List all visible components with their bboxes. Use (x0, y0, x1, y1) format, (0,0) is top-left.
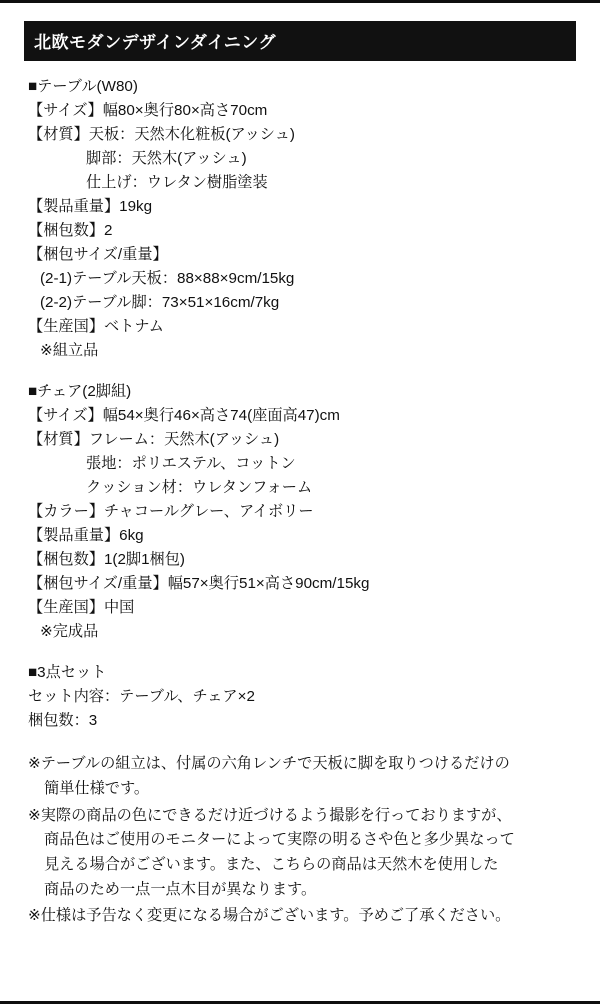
spec-line: クッション材：ウレタンフォーム (86, 479, 313, 497)
section-heading: ■チェア(2脚組) (28, 383, 132, 401)
spec-line: 【生産国】ベトナム (28, 318, 164, 336)
spec-line: 【カラー】チャコールグレー、アイボリー (28, 503, 314, 521)
spec-line: 【梱包サイズ/重量】幅57×奥行51×高さ90cm/15kg (28, 575, 370, 593)
notes-block (28, 752, 572, 928)
spec-line: 【梱包サイズ/重量】 (28, 246, 168, 264)
note-line: 商品色はご使用のモニターによって実際の明るさや色と多少異なって (44, 831, 515, 849)
spec-line: (2-2)テーブル脚：73×51×16cm/7kg (40, 294, 280, 312)
spec-line: 【製品重量】6kg (28, 527, 144, 545)
note-line: ※仕様は予告なく変更になる場合がございます。予めご了承ください。 (28, 907, 511, 925)
section-spacer (28, 644, 572, 661)
spec-line: 【梱包数】2 (28, 222, 113, 240)
spec-line: ※完成品 (40, 623, 99, 641)
section-heading: ■3点セット (28, 664, 107, 682)
section-spacer (28, 363, 572, 380)
note-line: 見える場合がございます。また、こちらの商品は天然木を使用した (44, 855, 499, 873)
spec-section-chair (28, 380, 572, 644)
spec-line: 【梱包数】1(2脚1梱包) (28, 551, 185, 569)
spec-line: セット内容：テーブル、チェア×2 (28, 688, 255, 706)
note-line: 簡単仕様です。 (44, 780, 150, 798)
spec-line: 【材質】フレーム：天然木(アッシュ) (28, 431, 280, 449)
spec-line: 仕上げ：ウレタン樹脂塗装 (86, 174, 268, 192)
spec-line: (2-1)テーブル天板：88×88×9cm/15kg (40, 270, 295, 288)
note-line: ※テーブルの組立は、付属の六角レンチで天板に脚を取りつけるだけの (28, 755, 510, 773)
note-line: 商品のため一点一点木目が異なります。 (44, 880, 317, 898)
spec-line: 梱包数：3 (28, 712, 98, 730)
note-line: ※実際の商品の色にできるだけ近づけるよう撮影を行っておりますが、 (28, 806, 512, 824)
note-item (28, 752, 572, 801)
spec-line: 脚部：天然木(アッシュ) (86, 150, 247, 168)
note-item (28, 804, 572, 903)
spec-body (28, 75, 572, 929)
note-item (28, 904, 572, 929)
spec-line: 【サイズ】幅54×奥行46×高さ74(座面高47)cm (28, 407, 340, 425)
spec-line: 【製品重量】19kg (28, 198, 153, 216)
section-heading: ■テーブル(W80) (28, 78, 138, 95)
spec-line: 張地：ポリエステル、コットン (86, 455, 296, 473)
spec-line: 【サイズ】幅80×奥行80×高さ70cm (28, 102, 268, 120)
page-title: 北欧モダンデザインダイニング (24, 21, 576, 61)
spec-section-set (28, 661, 572, 733)
spec-line: 【材質】天板：天然木化粧板(アッシュ) (28, 126, 295, 144)
spec-line: 【生産国】中国 (28, 599, 135, 617)
spec-section-table (28, 75, 572, 363)
spec-line: ※組立品 (40, 342, 99, 360)
